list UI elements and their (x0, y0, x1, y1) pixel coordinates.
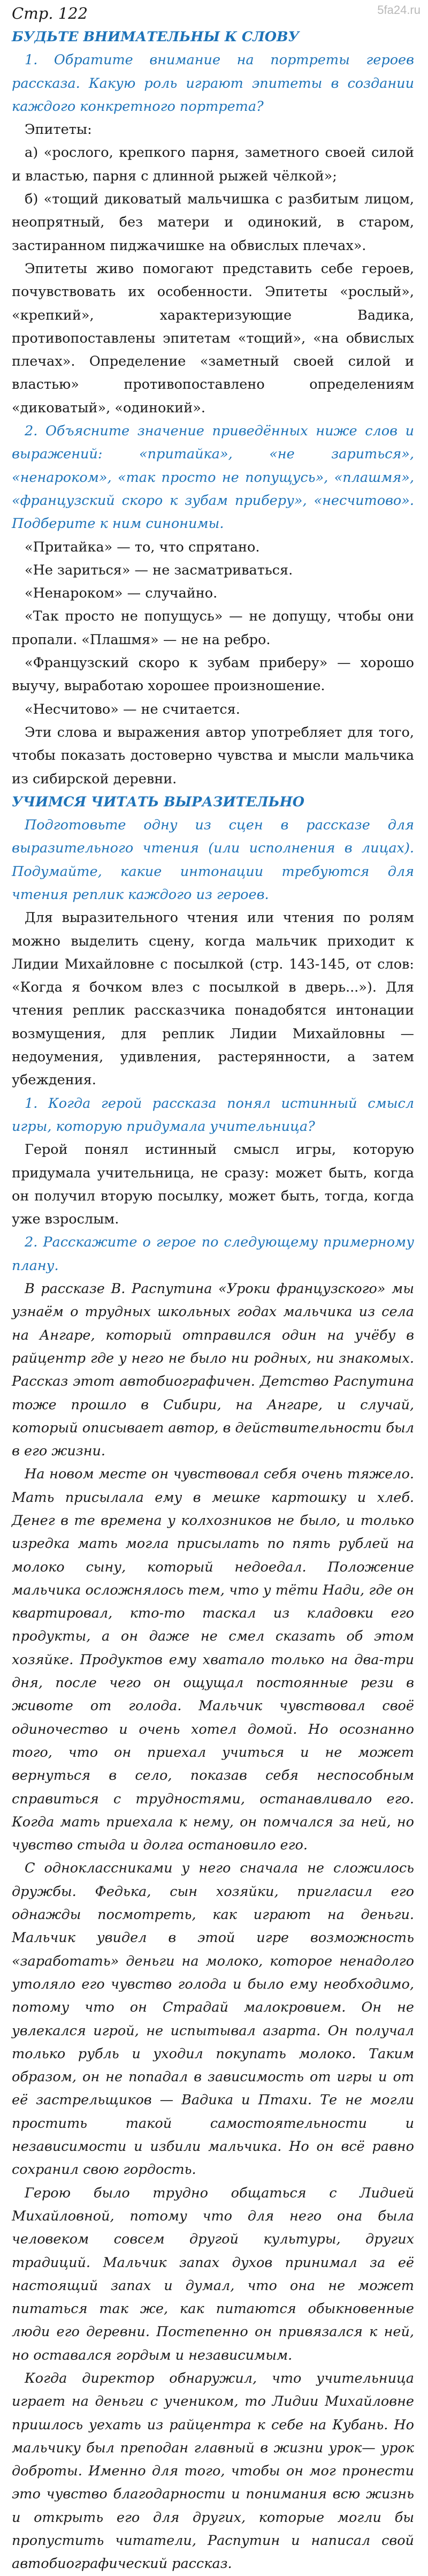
answer-paragraph: В рассказе В. Распутина «Уроки французского» мы узнаём о трудных школьных годах мальчика из села на Ангаре, который отправился один на учёбу в райцентр где у него не было ни родных, ни знакомых. Рассказ этот автобиографичен. Детство Распутина тоже прошло в Сибири, на Ангаре, и случай, который описывает автор, в действительности был в его жизни. (12, 1281, 414, 1460)
question-2: 2. Расскажите о герое по следующему примерному плану. (12, 1234, 414, 1274)
question-1: 1. Обратите внимание на портреты героев рассказа. Какую роль играют эпитеты в создании каждого конкретного портрета? (12, 52, 414, 115)
answer-paragraph: Для выразительного чтения или чтения по ролям можно выделить сцену, когда мальчик приходит к Лидии Михайловне с посылкой (стр. 143-145, от слов: «Когда я бочком влез с посылкой в дверь...»). Для чтения реплик рассказчика понадобятся интонации возмущения, для реплик Лидии Михайловны — недоумения, удивления, растерянности, а затем убеждения. (12, 910, 414, 1089)
site-watermark: 5fa24.ru (377, 3, 421, 17)
answer-paragraph: Когда директор обнаружил, что учительница играет на деньги с учеником, то Лидии Михайловне пришлось уехать из райцентра к себе на Кубань. Но мальчику был преподан главный в жизни урок— урок доброты. Именно для того, чтобы он мог пронести это чувство благодарности и понимания всю жизнь и открыть его для других, которые могли бы пропустить читатели, Распутин и написал свой автобиографический рассказ. (12, 2370, 414, 2572)
task-instruction: Подготовьте одну из сцен в рассказе для выразительного чтения (или исполнения в лицах). Подумайте, какие интонации требуются для чтения реплик каждого из героев. (12, 817, 414, 903)
section-title-attentive-to-word: БУДЬТЕ ВНИМАТЕЛЬНЫ К СЛОВУ (12, 29, 300, 45)
article-body (12, 26, 414, 2576)
epithet-item-a: а) «рослого, крепкого парня, заметного своей силой и властью, парня с длинной рыжей чёлкой»; (12, 145, 414, 184)
answer-paragraph: Герой понял истинный смысл игры, которую придумала учительница, не сразу: может быть, когда он получил вторую посылку, может быть, тогда, когда уже взрослым. (12, 1142, 414, 1228)
epithet-item-b: б) «тощий диковатый мальчишка с разбитым лицом, неопрятный, без матери и одинокий, в старом, застиранном пиджачишке на обвислых плечах». (12, 191, 414, 254)
glossary-item: «Не зариться» — не засматриваться. (25, 562, 293, 578)
answer-paragraph: На новом месте он чувствовал себя очень тяжело. Мать присылала ему в мешке картошку и хлеб. Денег в те времена у колхозников не было, и только изредка мать могла присылать по пять рублей на молоко сыну, который недоедал. Положение мальчика осложнялось тем, что у тёти Нади, где он квартировал, кто-то таскал из кладовки его продукты, а он даже не смел сказать об этом хозяйке. Продуктов ему хватало только на два-три дня, после чего он ощущал постоянные рези в животе от голода. Мальчик чувствовал своё одиночество и очень хотел домой. Но осознанно того, что он приехал учиться и не может вернуться в село, показав себя неспособным справиться с трудностями, останавливало его. Когда мать приехала к нему, он помчался за ней, но чувство стыда и долга остановило его. (12, 1466, 414, 1854)
page-number-header: Стр. 122 (12, 4, 88, 22)
answer-paragraph: Герою было трудно общаться с Лидией Михайловной, потому что для него она была человеком совсем другой культуры, других традиций. Мальчик запах духов принимал за её настоящий запах и думал, что она не может питаться так же, как питаются обыкновенные люди его деревни. Постепенно он привязался к ней, но оставался гордым и независимым. (12, 2185, 414, 2363)
epithets-label: Эпитеты: (25, 122, 92, 138)
section-title-expressive-reading: УЧИМСЯ ЧИТАТЬ ВЫРАЗИТЕЛЬНО (12, 794, 304, 810)
glossary-item: «Притайка» — то, что спрятано. (25, 539, 260, 555)
question-1: 1. Когда герой рассказа понял истинный смысл игры, которую придумала учительница? (12, 1095, 414, 1135)
glossary-item: «Ненароком» — случайно. (25, 585, 218, 602)
answer-paragraph: Эпитеты живо помогают представить себе героев, почувствовать их особенности. Эпитеты «рослый», «крепкий», характеризующие Вадика, противопоставлены эпитетам «тощий», «на обвислых плечах». Определение «заметный своей силой и властью» противопоставлено определениям «диковатый», «одинокий». (12, 260, 414, 416)
glossary-item: «Несчитово» — не считается. (25, 701, 240, 717)
answer-paragraph: С одноклассниками у него сначала не сложилось дружбы. Федька, сын хозяйки, пригласил его однажды посмотреть, как играют на деньги. Мальчик увидел в этой игре возможность «заработать» деньги на молоко, которое ненадолго утоляло его чувство голода и было ему необходимо, потому что он Страдай малокровием. Он не увлекался игрой, не испытывал азарта. Он получал только рубль и уходил покупать молоко. Таким образом, он не попадал в зависимость от игры и от её застрельщиков — Вадика и Птахи. Те не могли простить такой самостоятельности и независимости и избили мальчика. Но он всё равно сохранил свою гордость. (12, 1860, 414, 2178)
question-2: 2. Объясните значение приведённых ниже слов и выражений: «притайка», «не зариться», «ненароком», «так просто не попущусь», «плашмя», «французский скоро к зубам приберу», «несчитово». Подберите к ним синонимы. (12, 423, 414, 532)
glossary-item: «Так просто не попущусь» — не допущу, чтобы они пропали. «Плашмя» — не на ребро. (12, 608, 414, 648)
answer-paragraph: Эти слова и выражения автор употребляет для того, чтобы показать достоверно чувства и мысли мальчика из сибирской деревни. (12, 724, 414, 787)
glossary-item: «Французский скоро к зубам приберу» — хорошо выучу, выработаю хорошее произношение. (12, 655, 414, 694)
